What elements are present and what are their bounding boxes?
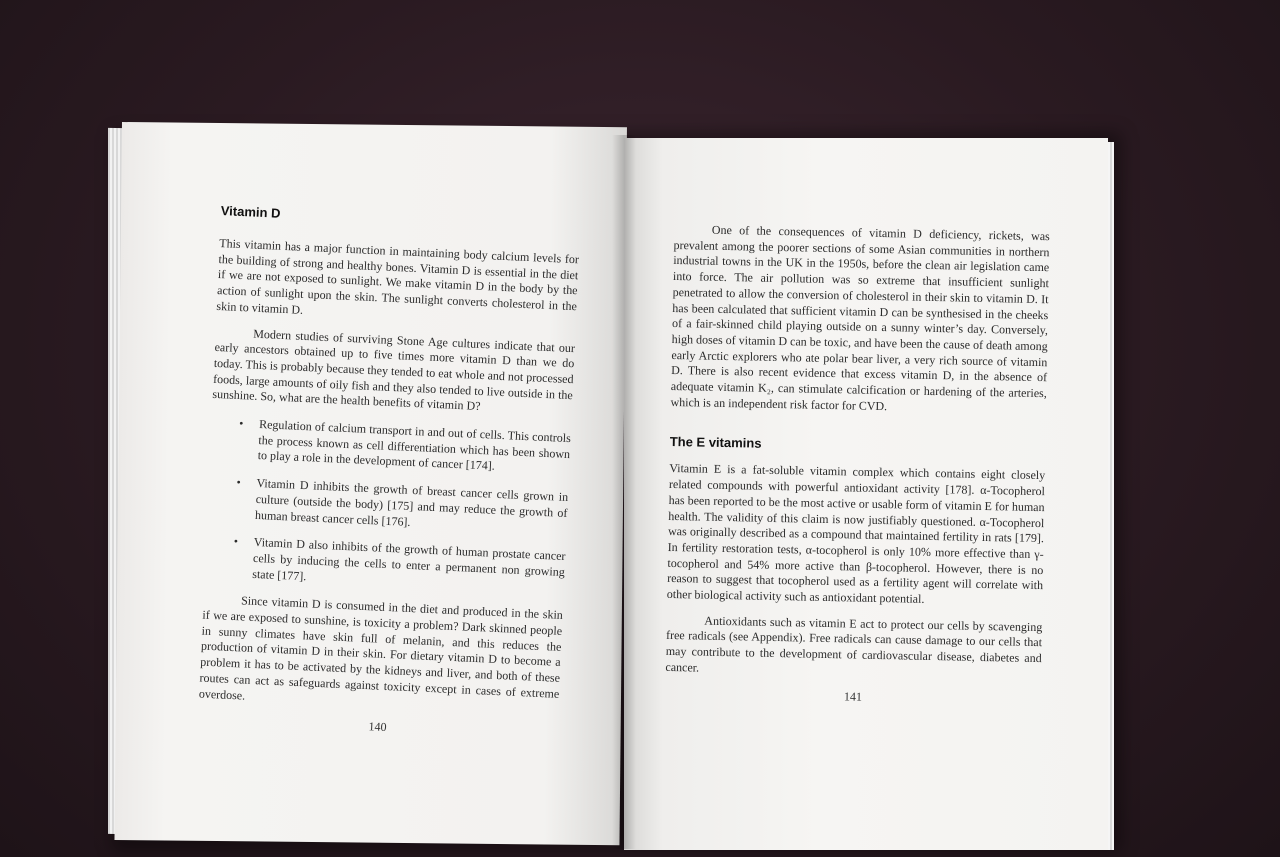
left-paragraph-3: Since vitamin D is consumed in the diet and produced in the skin if we are exposed to sunshine, is toxicity a problem? Dark skinned people in sunny climates have skin full of melanin, and this reduces the production of vitamin D in their skin. For dietary vitamin D to become a problem it has to be activated by the kidneys and liver, and both of these routes can act as safeguards against toxicity except in cases of extreme overdose. <box>198 593 564 703</box>
left-page <box>114 122 626 845</box>
right-paragraph-1: One of the consequences of vitamin D deficiency, rickets, was prevalent among the poorer sections of some Asian communities in northern industrial towns in the UK in the 1950s, before the clean air legislation came into force. The air pollution was so extreme that insufficient sunlight penetrated to allow the conversion of cholesterol in their skin to vitamin D. It has been calculated that sufficient vitamin D can be synthesised in the cheeks of a fair-skinned child playing outside on a sunny winter’s day. Conversely, high doses of vitamin D can be toxic, and have been the cause of death among early Arctic explorers who ate polar bear liver, a very rich source of vitamin D. There is also recent evidence that excess vitamin D, in the absence of adequate vitamin K₂, can stimulate calcification or hardening of the arteries, which is an independent risk factor for CVD. <box>670 222 1050 413</box>
right-page-content <box>665 222 1050 708</box>
list-item-text: Regulation of calcium transport in and out of cells. This controls the process known as cell differentiation which has been shown to play a role in the development of cancer [174]. <box>257 417 572 474</box>
list-item-text: Vitamin D inhibits the growth of breast cancer cells grown in culture (outside the body) [175] and may reduce the growth of human breast cancer cells [176]. <box>254 476 569 529</box>
health-benefits-list <box>204 415 571 596</box>
right-page <box>624 138 1108 850</box>
right-paragraph-2: Vitamin E is a fat-soluble vitamin complex which contains eight closely related compounds with powerful antioxidant activity [178]. α-Tocopherol has been reported to be the most active or usable form of vitamin E for human health. The validity of this claim is now justifiably questioned. α-Tocopherol was originally described as a compound that maintained fertility in rats [179]. In fertility restoration tests, α-tocopherol is only 10% more effective than γ-tocopherol and 54% more active than β-tocopherol. However, there is no reason to suggest that tocopherol used as a fertility agent will correlate with other biological activity such as antioxidant potential. <box>666 461 1046 606</box>
right-paragraph-3: Antioxidants such as vitamin E act to protect our cells by scavenging free radicals (see Appendix). Free radicals can cause damage to our cells that may contribute to the development of cardiovascular disease, diabetes and cancer. <box>665 613 1043 675</box>
e-vitamins-heading: The E vitamins <box>669 434 762 452</box>
left-paragraph-2: Modern studies of surviving Stone Age cultures indicate that our early ancestors obtained up to five times more vitamin D than we do today. This is probably because they tended to eat whole and not processed foods, large amounts of oily fish and they also tended to live outside in the sunshine. So, what are the health benefits of vitamin D? <box>212 326 576 414</box>
list-item <box>232 534 566 596</box>
page-number-left: 140 <box>368 719 387 735</box>
list-item <box>237 416 571 478</box>
left-paragraph-1: This vitamin has a major function in maintaining body calcium levels for the building of strong and healthy bones. Vitamin D is essential in the diet if we are not exposed to sunlight. We make vitamin D in the body by the action of sunlight upon the skin. The sunlight converts cholesterol in the skin to vitamin D. <box>216 236 580 317</box>
list-item <box>235 475 569 537</box>
vitamin-d-heading: Vitamin D <box>220 203 281 221</box>
left-page-content <box>197 203 580 743</box>
bullet-icon: • <box>236 475 242 490</box>
list-item-text: Vitamin D also inhibits of the growth of human prostate cancer cells by inducing the cells to enter a permanent non growing state [177]. <box>252 535 566 583</box>
page-number-right: 141 <box>843 688 863 704</box>
book-spine <box>612 135 636 849</box>
bullet-icon: • <box>238 416 244 431</box>
bullet-icon: • <box>233 534 239 549</box>
